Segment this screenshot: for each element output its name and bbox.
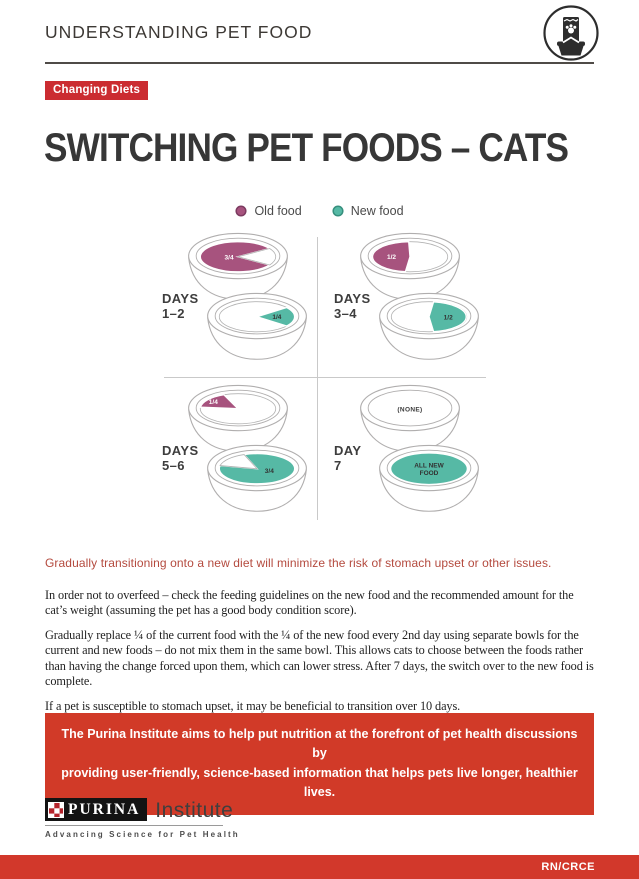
legend <box>0 204 639 218</box>
footer-bar <box>0 855 639 879</box>
page-title: SWITCHING PET FOODS – CATS <box>44 126 569 170</box>
day-label: DAYS 5–6 <box>162 443 199 473</box>
quadrant-days-1-2 <box>150 228 318 376</box>
quadrant-days-5-6 <box>150 380 318 528</box>
banner-line-1: The Purina Institute aims to help put nutrition at the forefront of pet health discussions by <box>61 727 578 761</box>
new-food-bowl <box>205 290 309 362</box>
new-food-bowl <box>205 442 309 514</box>
paragraph-2: Gradually replace ¼ of the current food with the ¼ of the new food every 2nd day using separate bowls for the current and new foods – do not mix them in the same bowl. This allows cats to choose between the foods rather than having the change forced upon them, which can lower stress. After 7 days, the switch over to the new food is complete. <box>45 627 594 689</box>
header-title: UNDERSTANDING PET FOOD <box>45 22 313 42</box>
legend-item-new-food <box>332 204 404 218</box>
paragraph-3: If a pet is susceptible to stomach upset, it may be beneficial to transition over 10 days. <box>45 698 461 713</box>
pet-food-bag-bowl-icon <box>542 4 600 67</box>
highlight-sentence: Gradually transitioning onto a new diet will minimize the risk of stomach upset or other issues. <box>45 556 552 570</box>
purina-brand-text: PURINA <box>68 800 141 818</box>
legend-label-new: New food <box>350 204 404 218</box>
svg-text:(NONE): (NONE) <box>397 406 423 414</box>
new-food-bowl <box>377 290 481 362</box>
purina-institute-logo <box>45 798 240 839</box>
day-label: DAYS 1–2 <box>162 291 199 321</box>
purina-checkerboard-icon <box>48 802 64 818</box>
svg-text:FOOD: FOOD <box>419 469 439 477</box>
svg-text:3/4: 3/4 <box>264 467 274 475</box>
header-rule <box>45 62 594 64</box>
quadrant-days-3-4 <box>322 228 490 376</box>
logo-tagline: Advancing Science for Pet Health <box>45 830 240 839</box>
transition-diagram <box>150 228 495 530</box>
svg-text:1/2: 1/2 <box>386 253 397 261</box>
svg-text:ALL NEW: ALL NEW <box>414 462 444 470</box>
svg-text:1/4: 1/4 <box>208 398 218 406</box>
new-food-swatch-icon <box>332 205 344 217</box>
legend-item-old-food <box>235 204 301 218</box>
banner-line-2: providing user-friendly, science-based information that helps pets live longer, healthier lives. <box>61 765 578 800</box>
institute-text: Institute <box>155 799 234 822</box>
category-badge: Changing Diets <box>45 81 148 100</box>
logo-rule <box>45 825 223 826</box>
svg-text:1/2: 1/2 <box>443 314 453 322</box>
diagram-divider-horizontal <box>164 377 486 378</box>
svg-text:3/4: 3/4 <box>224 254 234 262</box>
day-label: DAY 7 <box>334 443 362 473</box>
body-text <box>45 588 596 723</box>
day-label: DAYS 3–4 <box>334 291 371 321</box>
footer-code: RN/CRCE <box>541 861 595 873</box>
paragraph-1: In order not to overfeed – check the feeding guidelines on the new food and the recommended amount for the cat’s weight (assuming the pet has a good body condition score). <box>45 588 574 618</box>
svg-text:1/4: 1/4 <box>272 313 282 321</box>
old-food-swatch-icon <box>235 205 247 217</box>
quadrant-day-7 <box>322 380 490 528</box>
legend-label-old: Old food <box>254 204 302 218</box>
purina-wordmark <box>45 798 147 821</box>
new-food-bowl-full <box>377 442 481 514</box>
